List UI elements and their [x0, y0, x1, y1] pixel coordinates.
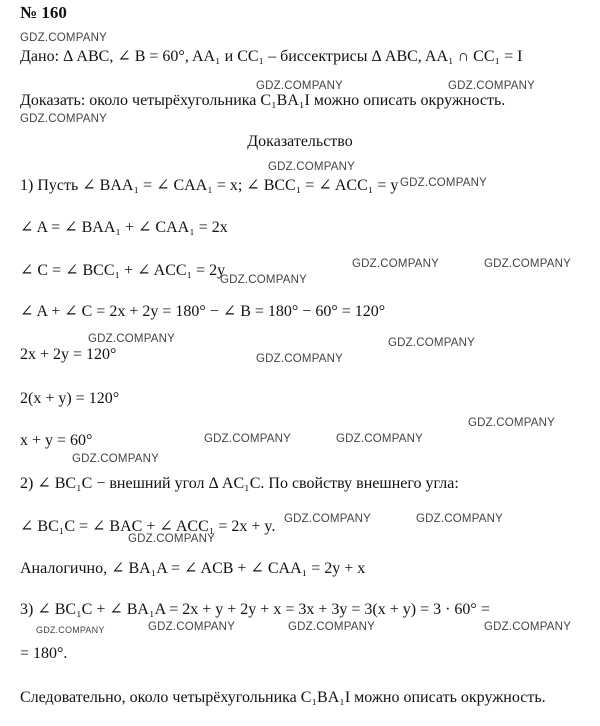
watermark: GDZ.COMPANY — [20, 113, 107, 125]
prove-statement: Доказать: около четырёхугольника C₁BA₁I можно описать окружность. — [20, 92, 506, 109]
watermark: GDZ.COMPANY — [288, 621, 375, 633]
watermark: GDZ.COMPANY — [468, 417, 555, 429]
watermark: GDZ.COMPANY — [20, 32, 107, 44]
problem-number: № 160 — [20, 3, 67, 22]
proof-step-3: 3) ∠ BC₁C + ∠ BA₁A = 2x + y + 2y + x = 3x + 3y = 3(x + y) = 3 · 60° = — [20, 601, 490, 618]
watermark: GDZ.COMPANY — [204, 433, 291, 445]
proof-heading: Доказательство — [247, 133, 353, 150]
watermark: GDZ.COMPANY — [336, 433, 423, 445]
proof-line-2x-2y: 2x + 2y = 120° — [20, 346, 117, 363]
proof-step-3-result: = 180°. — [20, 645, 68, 662]
watermark: GDZ.COMPANY — [36, 625, 105, 635]
watermark: GDZ.COMPANY — [448, 80, 535, 92]
conclusion: Следовательно, около четырёхугольника C₁BA₁I можно описать окружность. — [20, 689, 546, 706]
watermark: GDZ.COMPANY — [128, 533, 215, 545]
given-statement: Дано: Δ ABC, ∠ B = 60°, AA₁ и CC₁ – биссектрисы Δ ABC, AA₁ ∩ CC₁ = I — [20, 48, 523, 65]
proof-line-2-xy: 2(x + y) = 120° — [20, 390, 120, 407]
watermark: GDZ.COMPANY — [416, 513, 503, 525]
proof-line-similarly: Аналогично, ∠ BA₁A = ∠ ACB + ∠ CAA₁ = 2y + x — [20, 560, 366, 577]
watermark: GDZ.COMPANY — [268, 161, 355, 173]
watermark: GDZ.COMPANY — [284, 513, 371, 525]
proof-step-2: 2) ∠ BC₁C − внешний угол Δ AC₁C. По свойству внешнего угла: — [20, 475, 459, 492]
watermark: GDZ.COMPANY — [72, 453, 159, 465]
proof-line-angle-c: ∠ C = ∠ BCC₁ + ∠ ACC₁ = 2y — [20, 262, 226, 279]
proof-line-bc1c: ∠ BC₁C = ∠ BAC + ∠ ACC₁ = 2x + y. — [20, 518, 276, 535]
proof-line-x-plus-y: x + y = 60° — [20, 432, 93, 449]
watermark: GDZ.COMPANY — [88, 333, 175, 345]
watermark: GDZ.COMPANY — [148, 621, 235, 633]
watermark: GDZ.COMPANY — [220, 274, 307, 286]
watermark: GDZ.COMPANY — [256, 80, 343, 92]
watermark: GDZ.COMPANY — [388, 337, 475, 349]
watermark: GDZ.COMPANY — [400, 177, 487, 189]
watermark: GDZ.COMPANY — [484, 258, 571, 270]
watermark: GDZ.COMPANY — [484, 621, 571, 633]
proof-line-angle-a: ∠ A = ∠ BAA₁ + ∠ CAA₁ = 2x — [20, 219, 228, 236]
proof-line-angle-sum: ∠ A + ∠ C = 2x + 2y = 180° − ∠ B = 180° − 60° = 120° — [20, 303, 386, 320]
watermark: GDZ.COMPANY — [256, 353, 343, 365]
watermark: GDZ.COMPANY — [352, 258, 439, 270]
proof-step-1: 1) Пусть ∠ BAA₁ = ∠ CAA₁ = x; ∠ BCC₁ = ∠ ACC₁ = y — [20, 177, 399, 194]
